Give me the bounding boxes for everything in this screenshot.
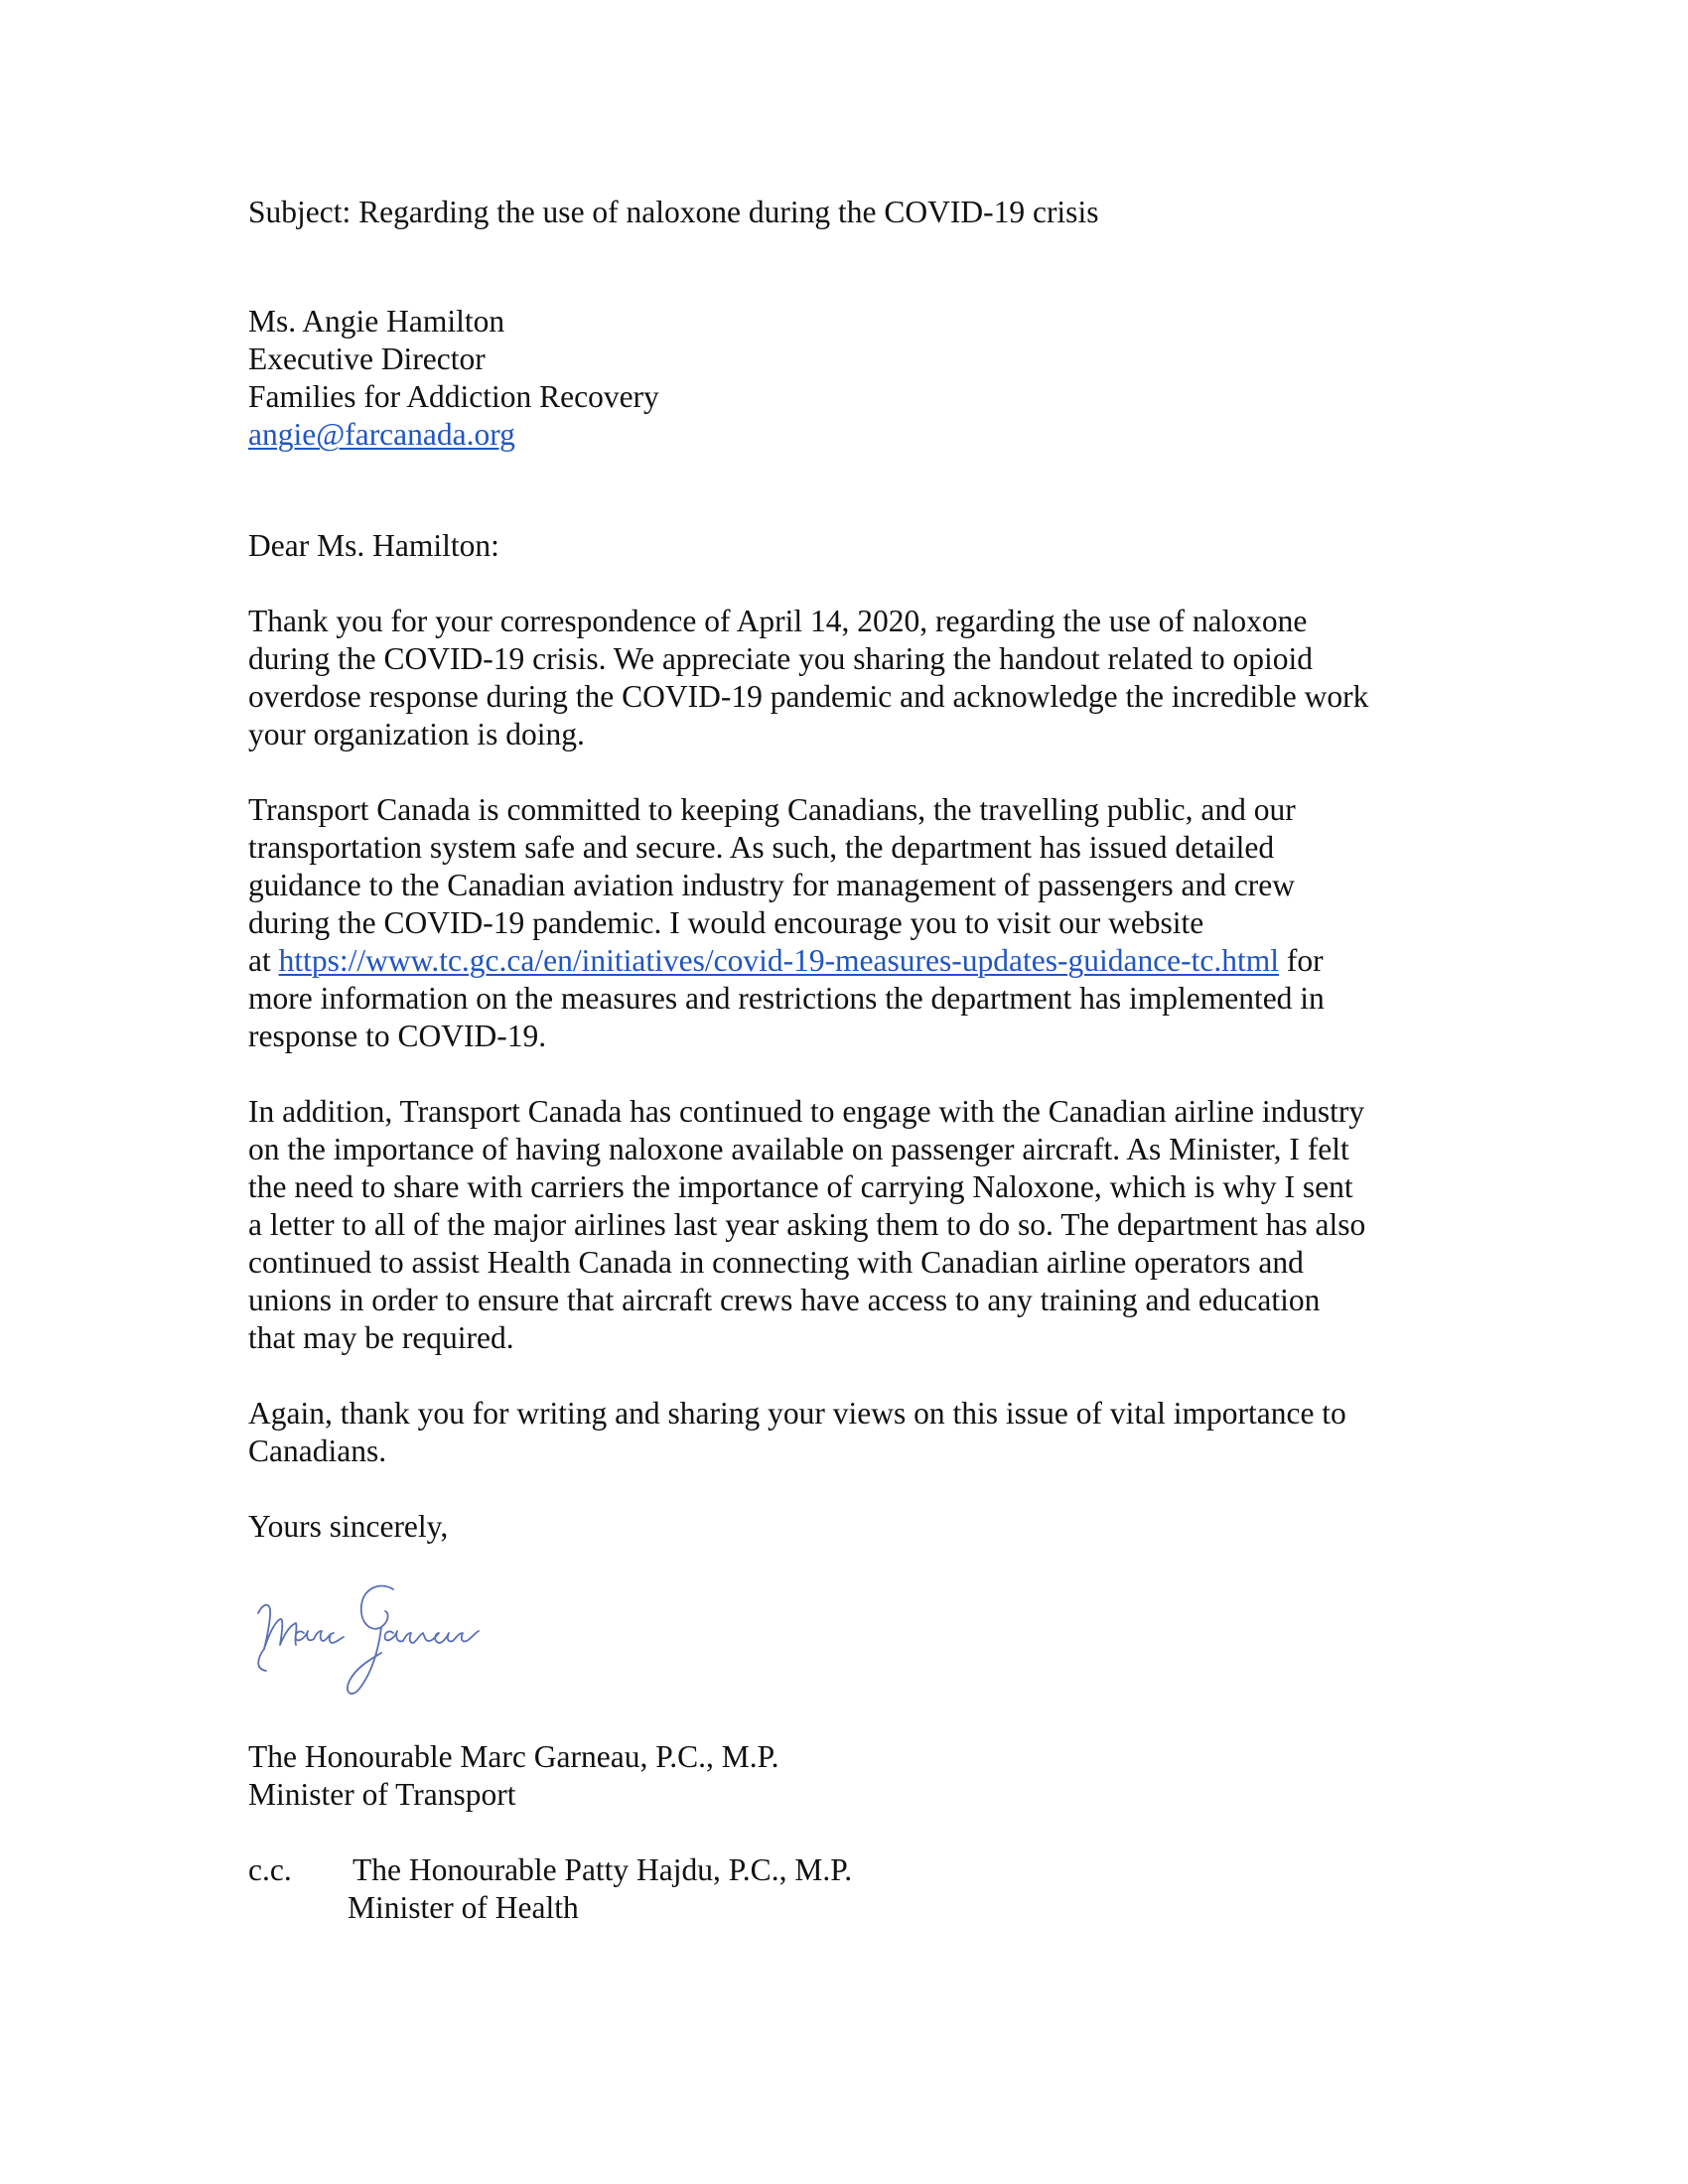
paragraph-4-line: Canadians.	[248, 1433, 387, 1468]
paragraph-2-line: response to COVID-19.	[248, 1019, 547, 1053]
recipient-title: Executive Director	[248, 341, 486, 376]
recipient-email-link[interactable]: angie@farcanada.org	[248, 417, 515, 452]
paragraph-3-line: In addition, Transport Canada has continued to engage with the Canadian airline industry	[248, 1094, 1365, 1129]
paragraph-4-line: Again, thank you for writing and sharing your views on this issue of vital importance to	[248, 1396, 1346, 1431]
recipient-address-block	[248, 303, 1460, 454]
paragraph-3-line: that may be required.	[248, 1320, 514, 1355]
paragraph-4	[248, 1395, 1460, 1470]
paragraph-3-line: a letter to all of the major airlines last year asking them to do so. The department has also	[248, 1207, 1366, 1242]
paragraph-2-line: Transport Canada is committed to keeping Canadians, the travelling public, and our	[248, 792, 1296, 827]
paragraph-3-line: the need to share with carriers the importance of carrying Naloxone, which is why I sent	[248, 1169, 1353, 1204]
paragraph-3-line: on the importance of having naloxone available on passenger aircraft. As Minister, I felt	[248, 1132, 1349, 1166]
paragraph-1-line: your organization is doing.	[248, 717, 585, 751]
paragraph-2-line: transportation system safe and secure. As such, the department has issued detailed	[248, 830, 1275, 865]
paragraph-1	[248, 603, 1460, 753]
paragraph-3-line: continued to assist Health Canada in connecting with Canadian airline operators and	[248, 1245, 1304, 1280]
paragraph-2-line: during the COVID-19 pandemic. I would encourage you to visit our website	[248, 905, 1204, 940]
link-prefix: at	[248, 943, 279, 978]
signatory-title: Minister of Transport	[248, 1777, 516, 1812]
cc-name: The Honourable Patty Hajdu, P.C., M.P.	[352, 1852, 853, 1887]
paragraph-2-line: guidance to the Canadian aviation industry for management of passengers and crew	[248, 868, 1296, 902]
recipient-name: Ms. Angie Hamilton	[248, 304, 505, 339]
paragraph-3-line: unions in order to ensure that aircraft crews have access to any training and education	[248, 1283, 1321, 1317]
salutation: Dear Ms. Hamilton:	[248, 528, 499, 563]
recipient-organization: Families for Addiction Recovery	[248, 379, 659, 414]
paragraph-3	[248, 1093, 1460, 1357]
subject-line: Subject: Regarding the use of naloxone during the COVID-19 crisis	[248, 195, 1099, 229]
cc-title: Minister of Health	[348, 1890, 579, 1925]
paragraph-1-line: overdose response during the COVID-19 pandemic and acknowledge the incredible work	[248, 679, 1369, 714]
handwritten-signature	[244, 1571, 512, 1703]
link-suffix: for	[1279, 943, 1324, 978]
paragraph-2	[248, 791, 1460, 1055]
paragraph-1-line: Thank you for your correspondence of April 14, 2020, regarding the use of naloxone	[248, 604, 1308, 638]
letter-body	[248, 194, 1460, 1927]
paragraph-2-line: more information on the measures and restrictions the department has implemented in	[248, 981, 1325, 1016]
signatory-block	[248, 1738, 1460, 1814]
paragraph-1-line: during the COVID-19 crisis. We appreciate you sharing the handout related to opioid	[248, 641, 1313, 676]
cc-label: c.c.	[248, 1852, 292, 1887]
paragraph-2-link-line	[248, 942, 1460, 980]
closing: Yours sincerely,	[248, 1509, 449, 1544]
covid-guidance-link[interactable]: https://www.tc.gc.ca/en/initiatives/covid-19-measures-updates-guidance-tc.html	[278, 943, 1280, 978]
cc-block	[248, 1851, 1460, 1927]
signatory-name: The Honourable Marc Garneau, P.C., M.P.	[248, 1739, 779, 1774]
